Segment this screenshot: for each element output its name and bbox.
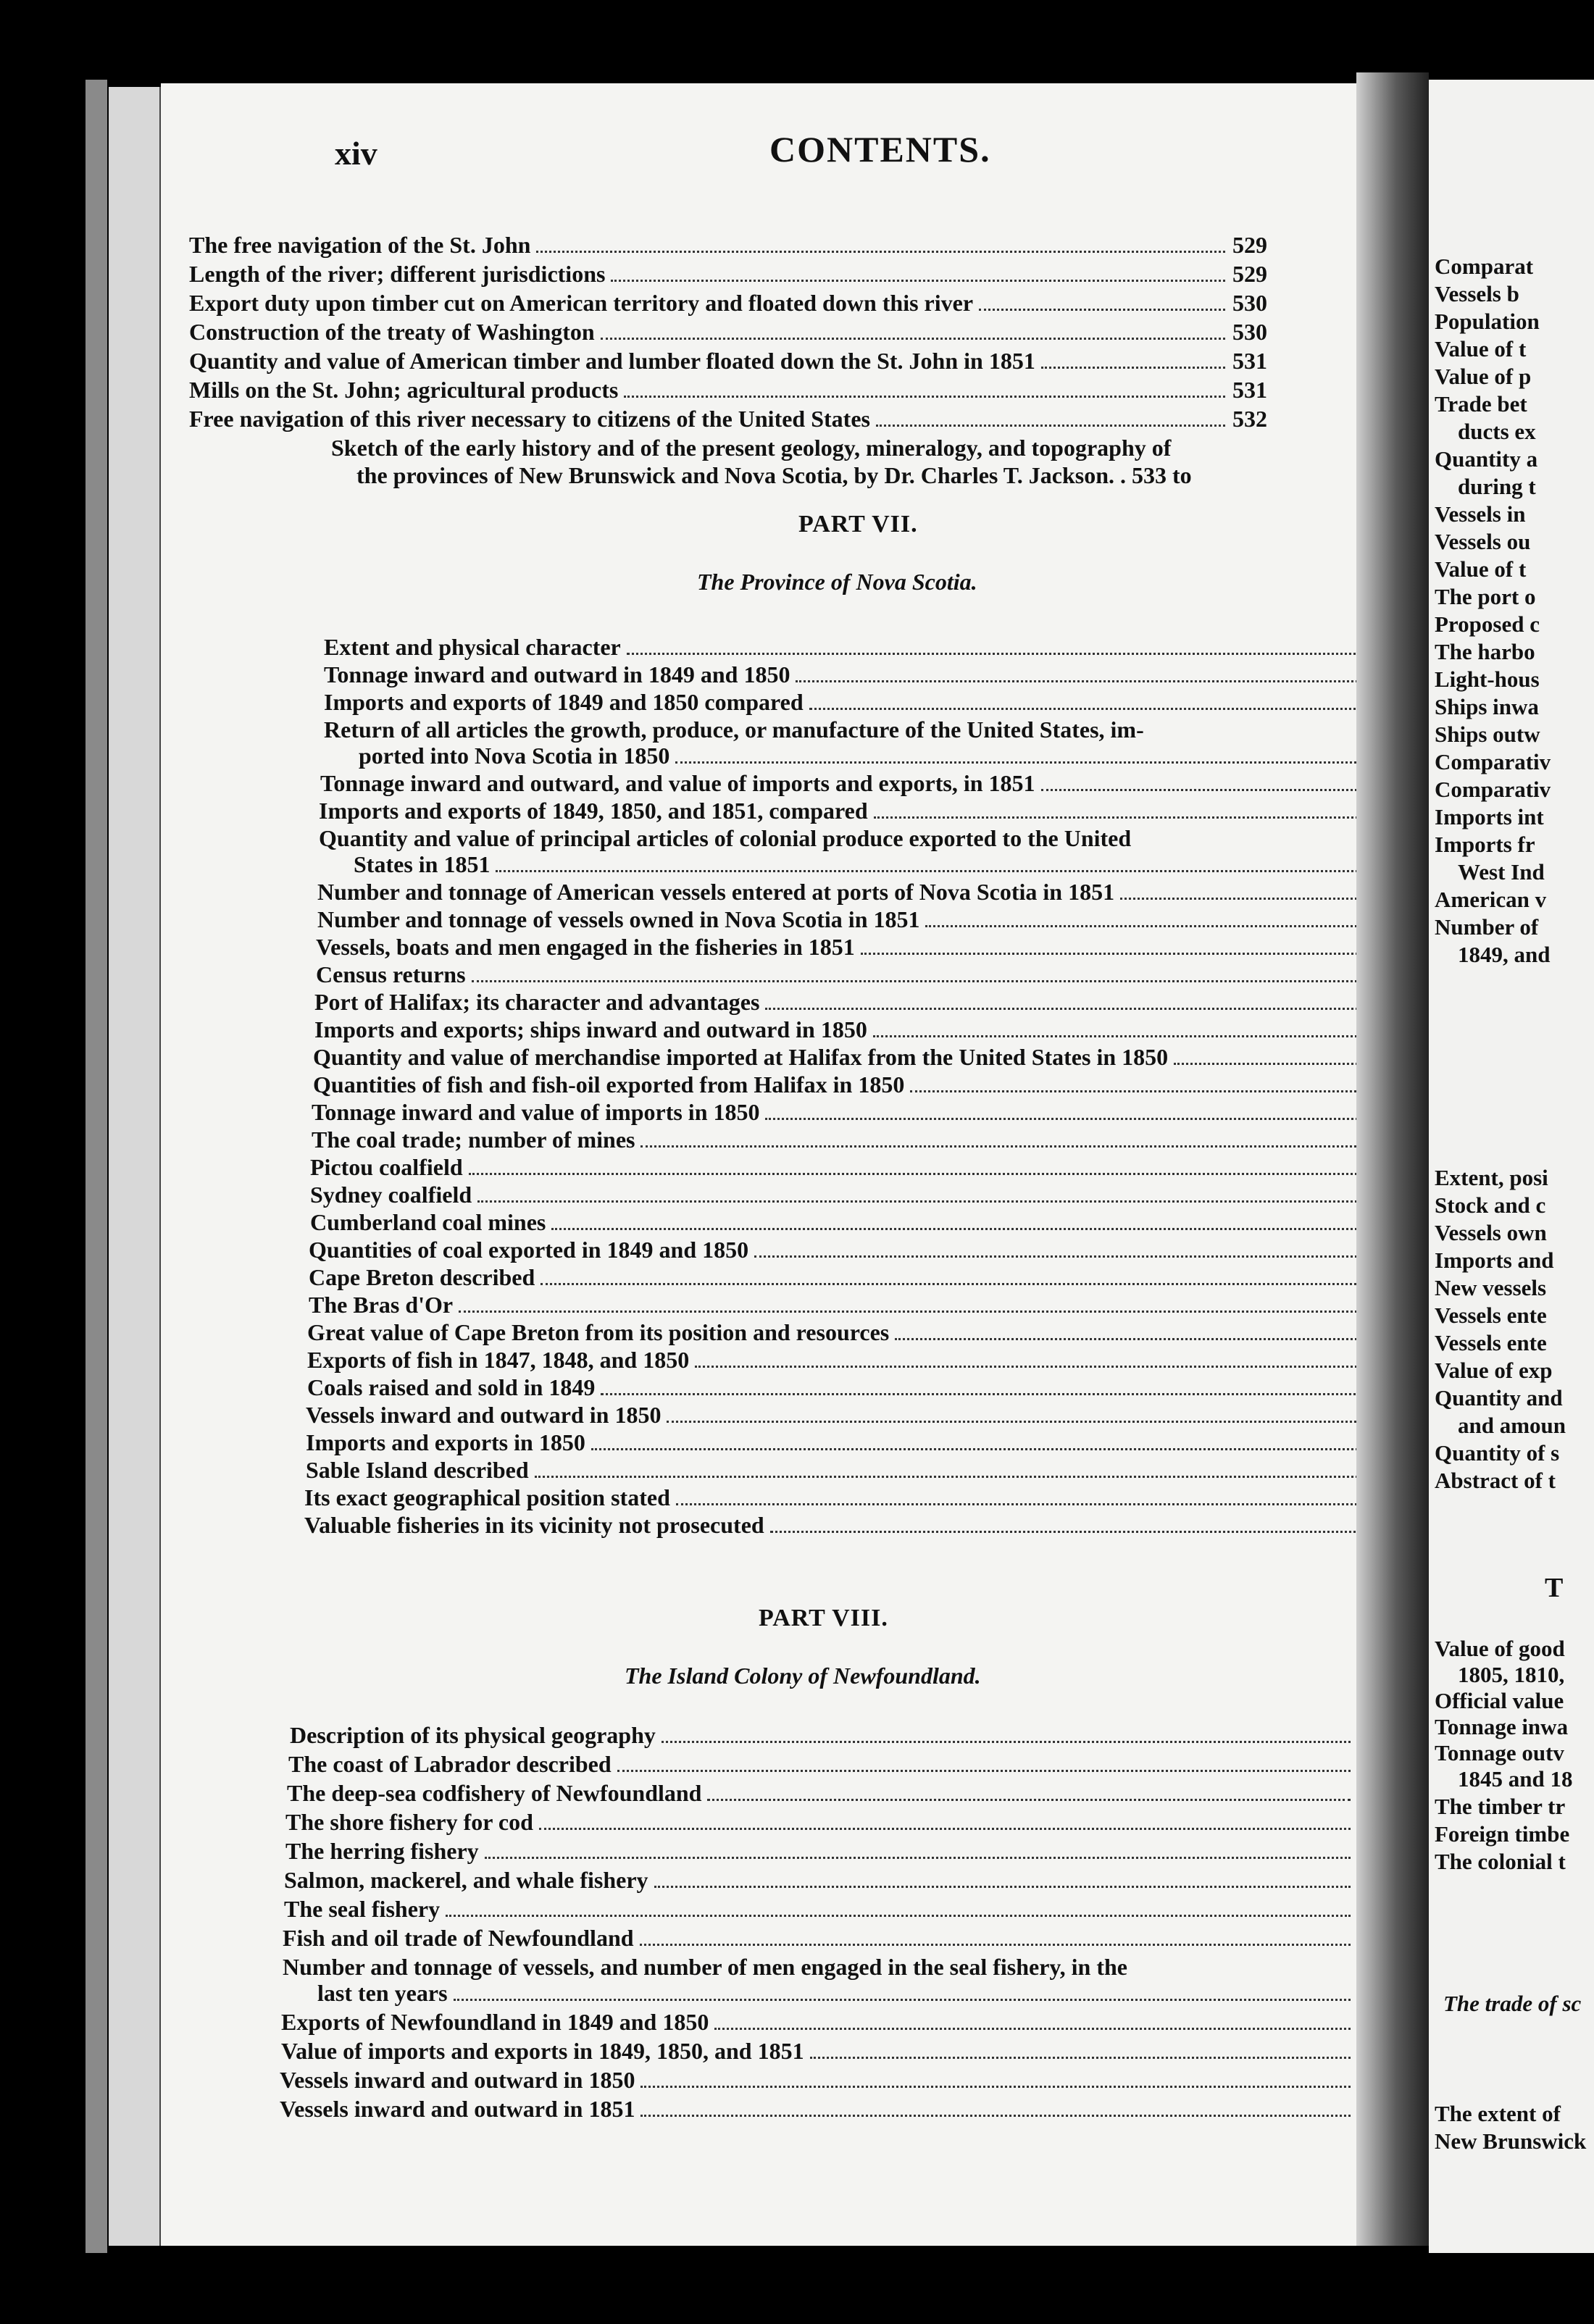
toc-entry-title: Construction of the treaty of Washington [189, 319, 595, 345]
facing-page-line: and amoun [1458, 1413, 1566, 1438]
toc-entry-title: Imports and exports of 1849, 1850, and 1851, compared [319, 798, 868, 824]
part-heading: PART VII. [798, 511, 918, 538]
toc-entry-title: Description of its physical geography [290, 1722, 656, 1748]
toc-entry [309, 1292, 1403, 1318]
facing-page-line: Value of p [1435, 364, 1532, 389]
facing-page-line: Tonnage outv [1435, 1740, 1564, 1765]
toc-entry [281, 2038, 1393, 2065]
facing-page-line: Imports and [1435, 1247, 1554, 1273]
dot-leader [662, 1741, 1351, 1743]
facing-page-line: Vessels ente [1435, 1330, 1547, 1355]
dot-leader [667, 1421, 1361, 1423]
toc-entry [324, 716, 1403, 743]
toc-entry [319, 825, 1403, 851]
toc-entry-title: Exports of fish in 1847, 1848, and 1850 [307, 1347, 690, 1373]
facing-page-line: Vessels ente [1435, 1303, 1547, 1328]
dot-leader [601, 1393, 1361, 1395]
facing-page-line: Quantity a [1435, 446, 1538, 472]
toc-entry [189, 290, 1267, 317]
toc-entry-title: Tonnage inward and outward, and value of imports and exports, in 1851 [320, 770, 1035, 796]
facing-page-line: Ships outw [1435, 722, 1540, 747]
toc-entry-title: The Bras d'Or [309, 1292, 454, 1318]
toc-entry [285, 1809, 1393, 1836]
toc-entry [354, 851, 1403, 878]
toc-entry-title: Tonnage inward and value of imports in 1850 [312, 1099, 760, 1125]
facing-page-line: Vessels in [1435, 501, 1526, 527]
toc-entry-title: Cumberland coal mines [310, 1209, 546, 1235]
toc-entry [314, 989, 1403, 1016]
toc-entry-title: Great value of Cape Breton from its position and resources [307, 1319, 890, 1345]
facing-page-line: Foreign timbe [1435, 1821, 1570, 1847]
dot-leader [496, 870, 1361, 872]
toc-entry-title: Exports of Newfoundland in 1849 and 1850 [281, 2009, 709, 2035]
dot-leader [469, 1173, 1361, 1175]
toc-entry [317, 906, 1403, 933]
toc-entry [304, 1512, 1403, 1539]
dot-leader [770, 1531, 1361, 1533]
toc-entry-title: Free navigation of this river necessary to citizens of the United States [189, 406, 870, 432]
facing-page-line: Imports fr [1435, 832, 1535, 857]
toc-entry [285, 1838, 1393, 1865]
dot-leader [459, 1311, 1361, 1313]
left-page-edge [109, 87, 162, 2246]
toc-entry-title: Coals raised and sold in 1849 [307, 1374, 596, 1400]
toc-entry [312, 1099, 1403, 1126]
toc-entry [306, 1457, 1403, 1484]
toc-entry [317, 1980, 1393, 2007]
toc-entry [331, 435, 1403, 461]
facing-page-line: Imports int [1435, 804, 1544, 829]
toc-entry-title: Sydney coalfield [310, 1182, 472, 1208]
dot-leader [979, 309, 1225, 311]
toc-entry [312, 1127, 1403, 1153]
dot-leader [1041, 367, 1225, 369]
facing-page-line: Abstract of t [1435, 1468, 1556, 1493]
facing-page-line: Population [1435, 309, 1540, 334]
facing-page-line: 1805, 1810, [1458, 1662, 1565, 1687]
toc-page-number: 529 [1232, 232, 1267, 258]
toc-entry [307, 1374, 1403, 1401]
facing-page-line: Comparativ [1435, 777, 1551, 802]
toc-entry [307, 1319, 1403, 1346]
toc-page-number: 530 [1232, 319, 1267, 345]
dot-leader [624, 396, 1225, 398]
dot-leader [765, 1008, 1361, 1010]
toc-entry-title: Quantity and value of American timber and lumber floated down the St. John in 1851 [189, 348, 1035, 374]
toc-entry-title: Value of imports and exports in 1849, 1850, and 1851 [281, 2038, 804, 2064]
toc-entry-continuation: the provinces of New Brunswick and Nova Scotia, by Dr. Charles T. Jackson. . 533 to [356, 462, 1192, 488]
toc-entry-title: The deep-sea codfishery of Newfoundland [287, 1780, 702, 1806]
facing-page-line: during t [1458, 474, 1536, 499]
facing-page-line: Stock and c [1435, 1192, 1546, 1218]
facing-page-line: Value of t [1435, 556, 1527, 582]
toc-entry-title: Vessels inward and outward in 1851 [280, 2096, 635, 2122]
toc-entry-title: The seal fishery [284, 1896, 441, 1922]
toc-entry-title: Number and tonnage of vessels, and number of men engaged in the seal fishery, in the [283, 1954, 1127, 1980]
toc-entry [324, 634, 1403, 661]
toc-entry [189, 377, 1267, 404]
toc-entry-title: Imports and exports in 1850 [306, 1429, 585, 1455]
toc-entry [284, 1896, 1393, 1923]
toc-entry [324, 661, 1403, 688]
toc-entry-title: Mills on the St. John; agricultural products [189, 377, 619, 403]
toc-page-number: 531 [1232, 348, 1267, 374]
dot-leader [536, 251, 1225, 253]
toc-entry [290, 1722, 1393, 1749]
dot-leader [925, 925, 1361, 927]
toc-entry-title: Number and tonnage of American vessels entered at ports of Nova Scotia in 1851 [317, 879, 1115, 905]
toc-entry-title: Length of the river; different jurisdictions [189, 261, 606, 287]
toc-entry [309, 1237, 1403, 1263]
toc-entry-title: Return of all articles the growth, produce, or manufacture of the United States, im- [324, 716, 1144, 743]
toc-entry-title: Imports and exports of 1849 and 1850 compared [324, 689, 804, 715]
toc-entry [288, 1751, 1393, 1778]
toc-entry [280, 2067, 1393, 2094]
toc-entry-title: Vessels inward and outward in 1850 [280, 2067, 635, 2093]
toc-entry [287, 1780, 1393, 1807]
toc-entry [356, 462, 1414, 489]
dot-leader [551, 1228, 1361, 1230]
dot-leader [861, 953, 1361, 955]
toc-entry-title: Vessels inward and outward in 1850 [306, 1402, 662, 1428]
part-subtitle: The Island Colony of Newfoundland. [625, 1663, 981, 1689]
toc-entry [316, 961, 1403, 988]
facing-page-line: Trade bet [1435, 391, 1527, 417]
facing-page-line: West Ind [1458, 859, 1545, 885]
book-gutter [1356, 72, 1429, 2246]
facing-page-line: American v [1435, 887, 1547, 912]
toc-entry [313, 1071, 1403, 1098]
toc-entry [319, 798, 1403, 824]
toc-entry [281, 2009, 1393, 2036]
facing-page-line: Ships inwa [1435, 694, 1539, 719]
dot-leader [477, 1200, 1361, 1203]
toc-entry-title: The coal trade; number of mines [312, 1127, 635, 1153]
toc-entry-title: Number and tonnage of vessels owned in Nova Scotia in 1851 [317, 906, 920, 932]
facing-page-line: Extent, posi [1435, 1165, 1548, 1190]
toc-entry [283, 1925, 1393, 1952]
toc-entry-title: Cape Breton described [309, 1264, 535, 1290]
facing-page-line: Number of [1435, 914, 1539, 940]
toc-entry [280, 2096, 1393, 2123]
facing-page-line: Quantity and [1435, 1385, 1563, 1410]
dot-leader [873, 1035, 1361, 1037]
facing-page-line: Quantity of s [1435, 1440, 1560, 1466]
toc-entry-title: Export duty upon timber cut on American territory and floated down this river [189, 290, 974, 316]
facing-page-line: The timber tr [1435, 1794, 1566, 1819]
toc-entry-title: Salmon, mackerel, and whale fishery [284, 1867, 648, 1893]
dot-leader [676, 1503, 1361, 1505]
dot-leader [910, 1090, 1361, 1092]
facing-page-line: T [1545, 1573, 1564, 1603]
dot-leader [627, 653, 1361, 655]
page-number: xiv [335, 135, 377, 172]
toc-entry [189, 319, 1267, 346]
toc-entry [316, 934, 1403, 961]
facing-page-line: 1845 and 18 [1458, 1766, 1573, 1792]
dot-leader [640, 1145, 1361, 1148]
contents-page [161, 83, 1356, 2246]
part-subtitle: The Province of Nova Scotia. [697, 569, 977, 595]
facing-page-line: Vessels b [1435, 281, 1519, 306]
facing-page-line: The colonial t [1435, 1849, 1566, 1874]
facing-page-line: Value of exp [1435, 1358, 1553, 1383]
left-binding-strip [85, 80, 107, 2253]
facing-page-line: New vessels [1435, 1275, 1547, 1300]
part-heading: PART VIII. [759, 1605, 888, 1631]
toc-entry-title: Pictou coalfield [310, 1154, 463, 1180]
toc-entry-title: Census returns [316, 961, 466, 987]
facing-page-line: Comparativ [1435, 749, 1551, 774]
toc-entry [283, 1954, 1393, 1980]
toc-page-number: 529 [1232, 261, 1267, 287]
toc-entry-title: Fish and oil trade of Newfoundland [283, 1925, 634, 1951]
toc-entry [304, 1484, 1403, 1511]
toc-entry-title: The free navigation of the St. John [189, 232, 531, 258]
dot-leader [675, 761, 1361, 764]
facing-page-line: New Brunswick [1435, 2128, 1587, 2154]
dot-leader [809, 708, 1361, 710]
dot-leader [539, 1828, 1351, 1830]
toc-entry-title: Sketch of the early history and of the present geology, mineralogy, and topography of [331, 435, 1172, 461]
running-head-title: CONTENTS. [769, 129, 991, 170]
toc-entry-title: Quantities of coal exported in 1849 and 1850 [309, 1237, 749, 1263]
toc-entry [320, 770, 1403, 797]
toc-entry [314, 1016, 1403, 1043]
toc-entry [307, 1347, 1403, 1374]
dot-leader [591, 1448, 1361, 1450]
facing-page-line: Comparat [1435, 254, 1534, 279]
toc-entry-title: The shore fishery for cod [285, 1809, 533, 1835]
dot-leader [1041, 789, 1361, 791]
dot-leader [654, 1886, 1351, 1888]
dot-leader [454, 1999, 1351, 2001]
toc-entry-title: Quantity and value of merchandise imported at Halifax from the United States in 1850 [313, 1044, 1169, 1070]
dot-leader [535, 1476, 1361, 1478]
toc-entry-continuation: States in 1851 [354, 851, 491, 877]
dot-leader [1120, 898, 1361, 900]
facing-page-line: Value of good [1435, 1636, 1565, 1661]
toc-entry [359, 743, 1403, 769]
toc-entry [306, 1402, 1403, 1429]
facing-page-line: Vessels own [1435, 1220, 1547, 1245]
toc-entry-continuation: last ten years [317, 1980, 448, 2006]
toc-entry-title: Vessels, boats and men engaged in the fisheries in 1851 [316, 934, 855, 960]
facing-page [1429, 80, 1594, 2253]
toc-entry-title: Extent and physical character [324, 634, 621, 660]
dot-leader [1174, 1063, 1361, 1065]
dot-leader [485, 1857, 1351, 1859]
toc-entry [189, 232, 1267, 259]
facing-page-line: Tonnage inwa [1435, 1714, 1569, 1739]
dot-leader [714, 2028, 1351, 2030]
facing-page-line: Vessels ou [1435, 529, 1531, 554]
dot-leader [874, 816, 1361, 819]
toc-entry-title: Tonnage inward and outward in 1849 and 1850 [324, 661, 790, 687]
dot-leader [617, 1770, 1351, 1772]
facing-page-line: ducts ex [1458, 419, 1536, 444]
toc-entry-title: Imports and exports; ships inward and outward in 1850 [314, 1016, 867, 1042]
facing-page-line: 1849, and [1458, 942, 1551, 967]
dot-leader [640, 1944, 1351, 1946]
dot-leader [707, 1799, 1351, 1801]
facing-page-line: Light-hous [1435, 666, 1540, 692]
facing-page-line: Proposed c [1435, 611, 1540, 637]
toc-entry [189, 406, 1267, 432]
toc-entry-title: Quantity and value of principal articles of colonial produce exported to the United [319, 825, 1132, 851]
dot-leader [765, 1118, 1361, 1120]
dot-leader [895, 1338, 1361, 1340]
facing-page-line: The extent of [1435, 2101, 1561, 2126]
facing-page-line: Official value [1435, 1688, 1564, 1713]
dot-leader [640, 2115, 1351, 2117]
toc-entry-title: Sable Island described [306, 1457, 529, 1483]
toc-entry-title: The coast of Labrador described [288, 1751, 612, 1777]
toc-entry [189, 348, 1267, 375]
toc-page-number: 530 [1232, 290, 1267, 316]
dot-leader [611, 280, 1225, 282]
toc-entry-title: Port of Halifax; its character and advantages [314, 989, 760, 1015]
toc-entry [313, 1044, 1403, 1071]
dot-leader [640, 2086, 1351, 2088]
toc-entry [317, 879, 1403, 906]
toc-entry [324, 689, 1403, 716]
toc-entry [284, 1867, 1393, 1894]
toc-entry-title: The herring fishery [285, 1838, 479, 1864]
dot-leader [446, 1915, 1351, 1917]
dot-leader [796, 680, 1361, 682]
toc-entry-continuation: ported into Nova Scotia in 1850 [359, 743, 670, 769]
facing-page-line: The trade of sc [1443, 1991, 1582, 2016]
toc-entry [189, 261, 1267, 288]
dot-leader [541, 1283, 1361, 1285]
toc-entry [310, 1182, 1403, 1208]
dot-leader [754, 1255, 1361, 1258]
dot-leader [695, 1366, 1361, 1368]
dot-leader [810, 2057, 1351, 2059]
toc-entry-title: Its exact geographical position stated [304, 1484, 670, 1510]
facing-page-line: Value of t [1435, 336, 1527, 361]
facing-page-line: The harbo [1435, 639, 1535, 664]
toc-page-number: 532 [1232, 406, 1267, 432]
dot-leader [601, 338, 1225, 340]
toc-page-number: 531 [1232, 377, 1267, 403]
toc-entry [310, 1154, 1403, 1181]
facing-page-line: The port o [1435, 584, 1536, 609]
toc-entry [309, 1264, 1403, 1291]
toc-entry-title: Valuable fisheries in its vicinity not prosecuted [304, 1512, 764, 1538]
dot-leader [472, 980, 1361, 982]
toc-entry-title: Quantities of fish and fish-oil exported from Halifax in 1850 [313, 1071, 905, 1098]
toc-entry [310, 1209, 1403, 1236]
toc-entry [306, 1429, 1403, 1456]
dot-leader [876, 425, 1225, 427]
